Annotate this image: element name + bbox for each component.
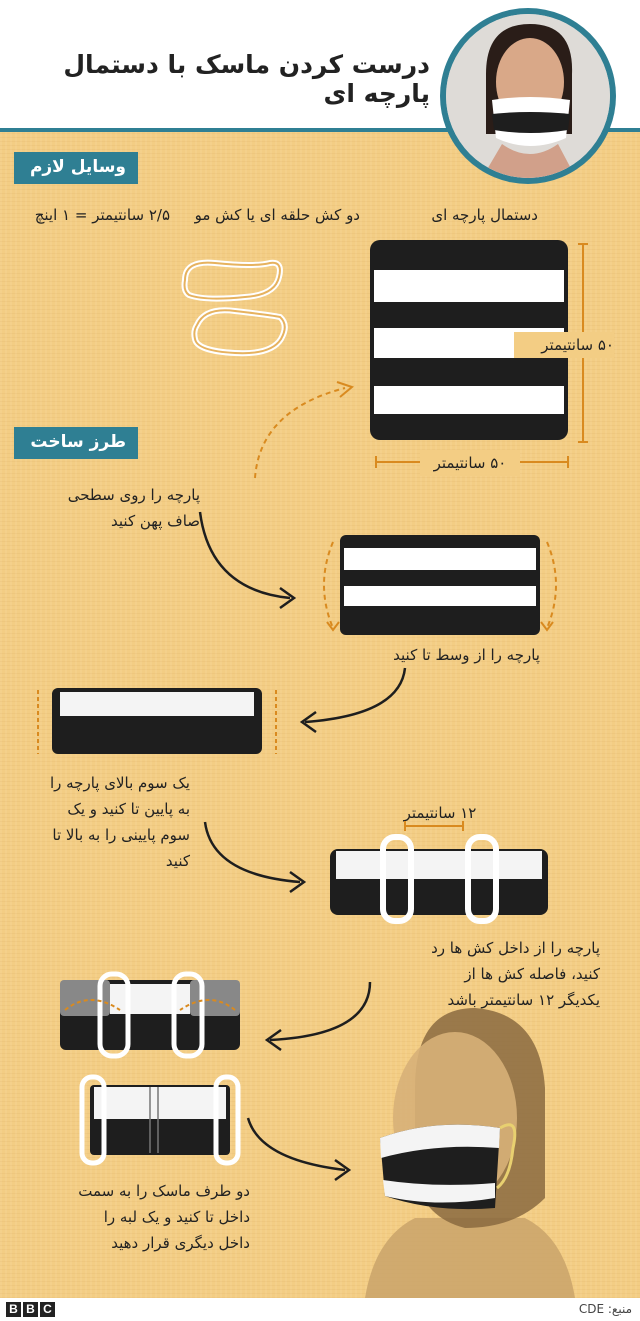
materials-heading: وسایل لازم <box>14 152 138 184</box>
height-dimension: ۵۰ سانتیمتر <box>514 332 614 358</box>
width-dimension: ۵۰ سانتیمتر <box>420 450 520 476</box>
footer <box>0 1298 640 1321</box>
step1-text: پارچه را روی سطحی صاف پهن کنید <box>67 486 200 530</box>
method-heading: طرز ساخت <box>14 427 138 459</box>
woman-wearing-mask <box>345 998 585 1298</box>
page-title: درست کردن ماسک با دستمال پارچه ای <box>63 50 430 108</box>
hair-ties-label: دو کش حلقه ای یا کش مو <box>194 206 360 224</box>
step3-text: یک سوم بالای پارچه را به پایین تا کنید و یک سوم پایینی را به بالا تا کنید <box>49 774 190 870</box>
source-credit: منبع: CDE <box>578 1302 632 1316</box>
bbc-logo-letter: B <box>6 1302 21 1317</box>
step4-dimension: ۱۲ سانتیمتر <box>403 804 477 822</box>
cloth-label: دستمال پارچه ای <box>431 206 538 224</box>
bbc-logo-letter: C <box>40 1302 55 1317</box>
bbc-logo <box>6 1302 55 1317</box>
step4-text: پارچه را از داخل کش ها رد کنید، فاصله کش ها از یکدیگر ۱۲ سانتیمتر باشد <box>431 939 600 1009</box>
bbc-logo-letter: B <box>23 1302 38 1317</box>
step5-text: دو طرف ماسک را به سمت داخل تا کنید و یک لبه را داخل دیگری قرار دهید <box>78 1182 250 1252</box>
step2-text: پارچه را از وسط تا کنید <box>393 646 540 664</box>
portrait-avatar <box>440 8 616 184</box>
conversion-note: ۲/۵ سانتیمتر = ۱ اینچ <box>34 206 170 224</box>
